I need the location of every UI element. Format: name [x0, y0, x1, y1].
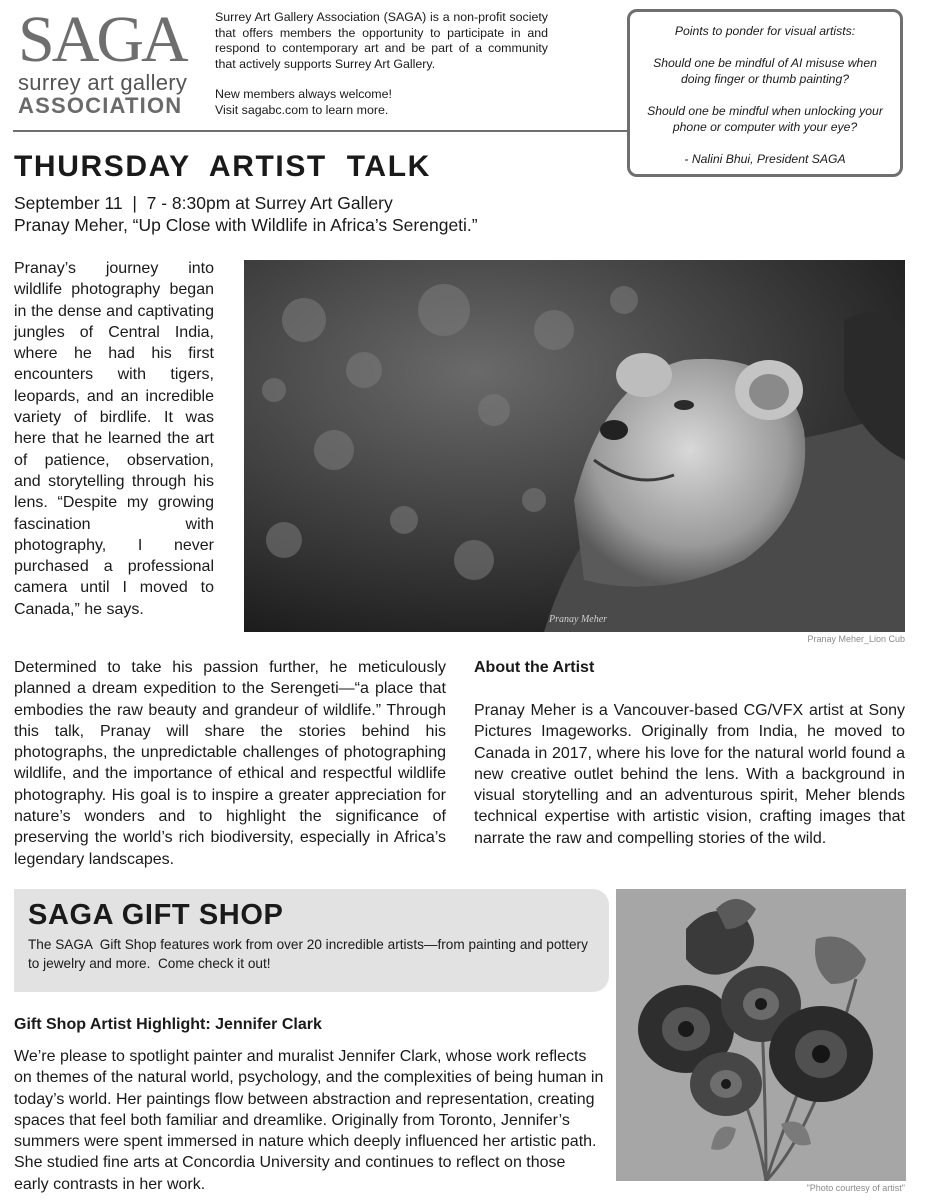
- saga-intro: [215, 10, 548, 134]
- talk-subtitle: [14, 192, 478, 236]
- lion-photo-caption: Pranay Meher_Lion Cub: [807, 634, 905, 644]
- talk-main-paragraph: Determined to take his passion further, he meticulously planned a dream expedition to the Serengeti—“a place that embodies the raw beauty and grandeur of wildlife.” Through this talk, Pranay will share the stories behind his photographs, the unpredictable challenges of photographing wildlife, and the importance of ethical and respectful wildlife photography. His goal is to inspire a greater appreciation for nature’s wonders and to highlight the significance of preserving the world’s rich biodiversity, especially in Africa’s legendary landscapes.: [14, 659, 446, 868]
- flower-painting-image: [616, 889, 906, 1181]
- gift-shop-description: The SAGA Gift Shop features work from over 20 incredible artists—from painting and pottery to jewelry and more. Come check it out!: [28, 937, 592, 971]
- talk-title: THURSDAY ARTIST TALK: [14, 150, 431, 183]
- flower-photo-caption: "Photo courtesy of artist": [806, 1183, 905, 1193]
- talk-left-paragraph: Pranay’s journey into wildlife photography began in the dense and captivating jungles of Central India, where he had his first encounters with tigers, leopards, and an incredible variety of birdlife. It was here that he learned the art of patience, observation, and storytelling through his lens. “Despite my growing fascination with photography, I never purchased a professional camera until I moved to Canada,” he says.: [14, 260, 214, 618]
- intro-welcome: New members always welcome!: [215, 87, 392, 102]
- talk-main-column: [14, 657, 446, 870]
- ponder-question-1: Should one be mindful of AI misuse when doing finger or thumb painting?: [653, 56, 877, 86]
- about-artist-column: [474, 700, 905, 849]
- logo-line-2: ASSOCIATION: [18, 93, 183, 118]
- ponder-question-2: Should one be mindful when unlocking your phone or computer with your eye?: [647, 104, 883, 134]
- intro-paragraph: Surrey Art Gallery Association (SAGA) is a non-profit society that offers members the opportunity to participate in and respond to contemporary art and be part of a community that actively supports Surrey Art Gallery.: [215, 10, 548, 71]
- flower-painting-photo: [616, 889, 906, 1181]
- ponder-attribution: - Nalini Bhui, President SAGA: [684, 152, 846, 166]
- points-to-ponder-box: [627, 9, 903, 177]
- artist-highlight-column: [14, 1046, 604, 1195]
- artist-highlight-paragraph: We’re please to spotlight painter and muralist Jennifer Clark, whose work reflects on themes of the natural world, psychology, and the complexities of being human in today’s world. Her paintings flow between abstraction and representation, creating spaces that feel both familiar and dreamlike. Originally from Toronto, Jennifer’s summers were spent immersed in nature which deeply influenced her artistic path. She studied fine arts at Concordia University and continues to reflect on those early contrasts in her work.: [14, 1048, 604, 1193]
- saga-logo: [18, 3, 193, 118]
- lion-cub-photo: [244, 260, 905, 632]
- logo-line-1: surrey art gallery: [18, 70, 188, 95]
- header-divider: [13, 130, 627, 132]
- ponder-heading: Points to ponder for visual artists:: [674, 24, 856, 38]
- intro-visit: Visit sagabc.com to learn more.: [215, 102, 389, 117]
- about-artist-paragraph: Pranay Meher is a Vancouver-based CG/VFX artist at Sony Pictures Imageworks. Originally from India, he moved to Canada in 2017, where his love for the natural world found a new creative outlet behind the lens. With a background in visual storytelling and an adventurous spirit, Meher blends technical expertise with artistic vision, crafting images that narrate the raw and compelling stories of the wild.: [474, 702, 905, 847]
- photo-signature: Pranay Meher: [549, 614, 608, 625]
- logo-wordmark: SAGA: [18, 3, 186, 76]
- talk-date-line: September 11 | 7 - 8:30pm at Surrey Art Gallery: [14, 193, 393, 213]
- talk-intro-column: [14, 258, 214, 620]
- talk-speaker-line: Pranay Meher, “Up Close with Wildlife in Africa’s Serengeti.”: [14, 215, 478, 235]
- lion-cub-image: [244, 260, 905, 632]
- artist-highlight-heading: Gift Shop Artist Highlight: Jennifer Clark: [14, 1016, 322, 1033]
- about-artist-heading: About the Artist: [474, 659, 595, 676]
- gift-shop-title: SAGA GIFT SHOP: [28, 899, 284, 931]
